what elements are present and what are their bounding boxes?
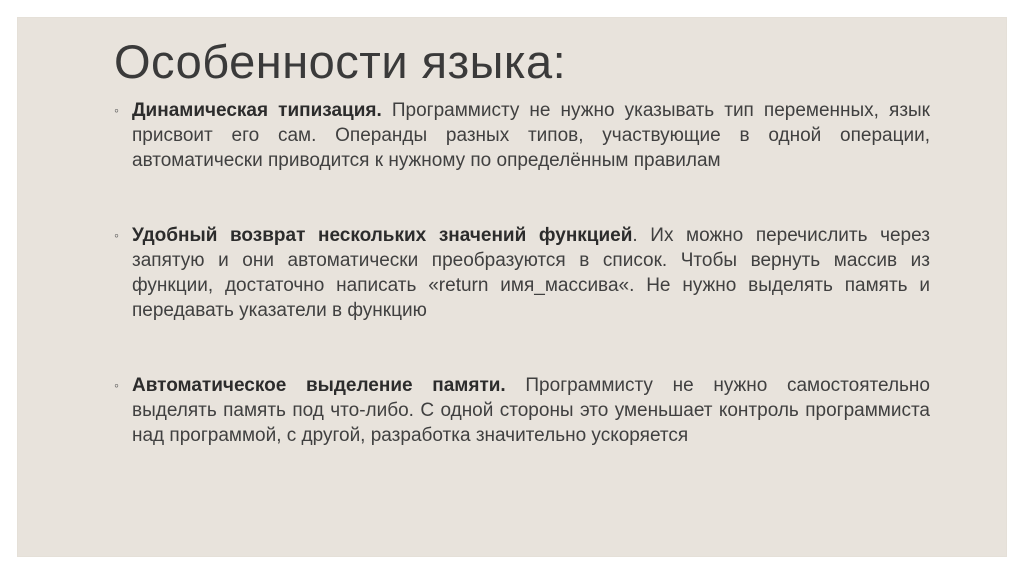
bullet-text: Программисту не нужно указывать тип переменных, язык присвоит его сам. Операнды разных типов, участвующие в одной операции, автоматически приводится к нужному по определённым правилам — [132, 100, 930, 171]
slide-title: Особенности языка: — [114, 35, 567, 88]
bullet-marker-icon: ◦ — [114, 102, 119, 118]
bullet-item — [114, 98, 930, 173]
bullet-item — [114, 223, 930, 323]
bullet-item — [114, 373, 930, 448]
bullet-term: Динамическая типизация. — [132, 100, 382, 121]
bullet-term: Автоматическое выделение памяти. — [132, 375, 506, 396]
bullet-marker-icon: ◦ — [114, 377, 119, 393]
bullet-term: Удобный возврат нескольких значений функцией — [132, 225, 633, 246]
bullet-text: . Их можно перечислить через запятую и они автоматически преобразуются в список. Чтобы вернуть массив из функции, достаточно написать «return имя_массива«. Не нужно выделять память и передавать указатели в функцию — [132, 225, 930, 321]
bullet-list — [114, 98, 930, 448]
bullet-marker-icon: ◦ — [114, 227, 119, 243]
bullet-text: Программисту не нужно самостоятельно выделять память под что-либо. С одной стороны это уменьшает контроль программиста над программой, с другой, разработка значительно ускоряется — [132, 375, 930, 446]
slide — [18, 18, 1006, 556]
